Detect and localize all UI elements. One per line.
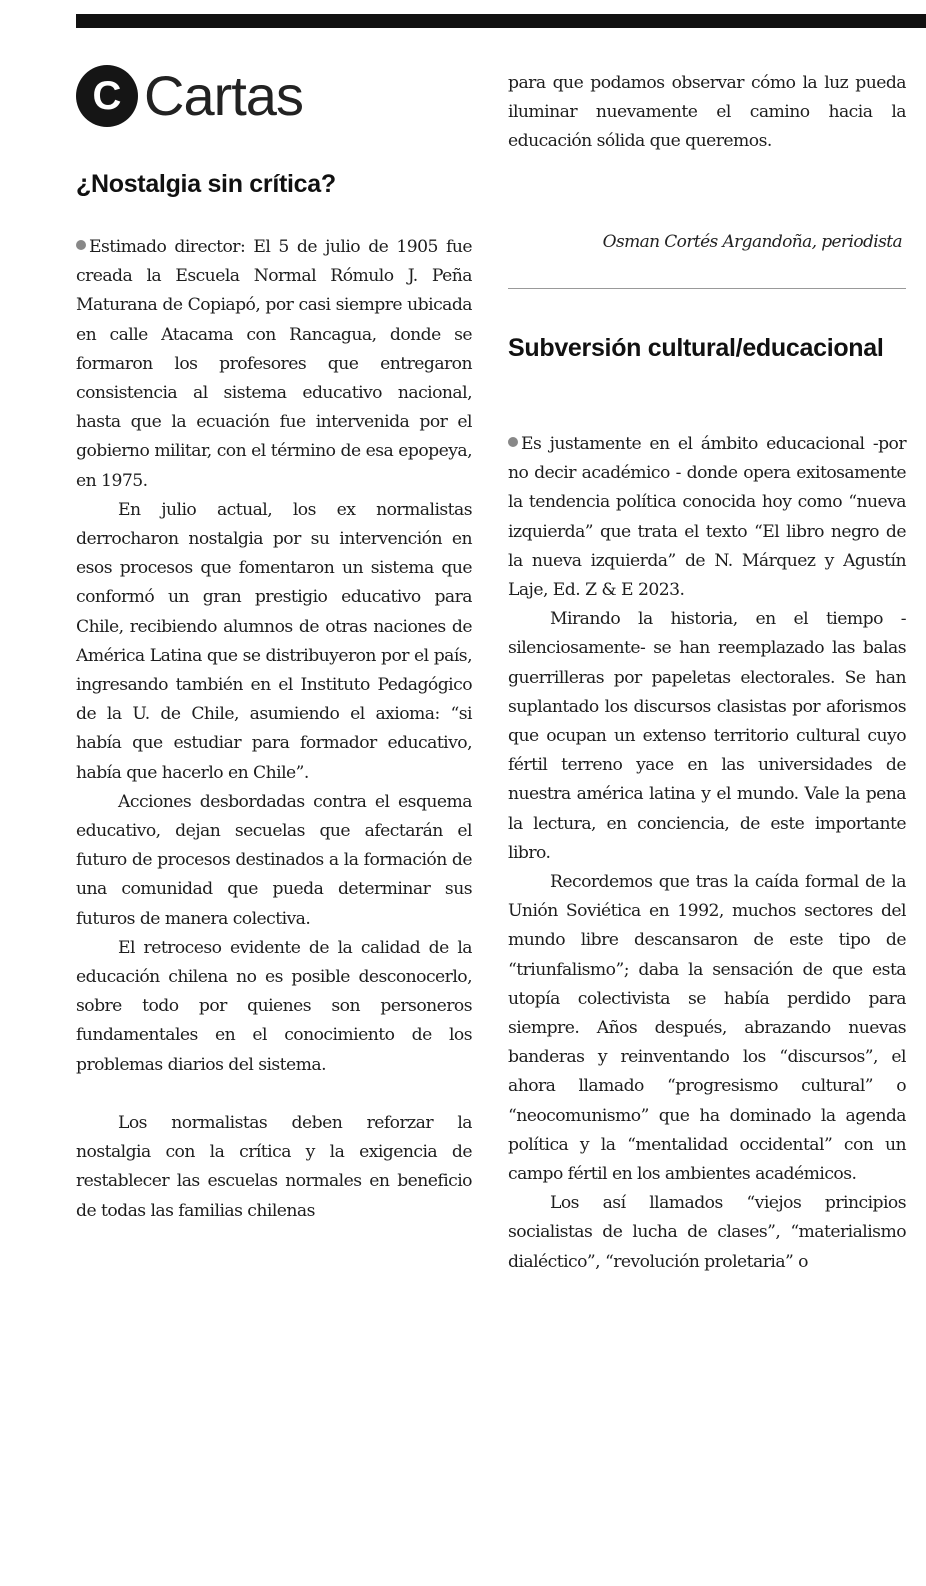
letter-1-signature: Osman Cortés Argandoña, periodista — [602, 232, 902, 252]
letter-1-paragraph: Estimado director: El 5 de julio de 1905 fue creada la Escuela Normal Rómulo J. Peña Maturana de Copiapó, por casi siempre ubicada en calle Atacama con Rancagua, donde se formaron los profesores que entregaron consistencia al sistema educativo nacional, hasta que la ecuación fue intervenida por el gobierno militar, con el término de esa epopeya, en 1975. — [76, 237, 472, 491]
letter-2-paragraph: Recordemos que tras la caída formal de la Unión Soviética en 1992, muchos sectores del mundo libre descansaron de este tipo de “triunfalismo”; daba la sensación de que esta utopía colectivista se había perdido para siempre. Años después, abrazando nuevas banderas y reinventando los “discursos”, el ahora llamado “progresismo cultural” o “neocomunismo” que ha dominado la agenda política y la “mentalidad occidental” con un campo fértil en los ambientes académicos. — [508, 872, 906, 1185]
top-rule — [76, 14, 926, 28]
letter-divider — [508, 288, 906, 289]
letter-1-headline: ¿Nostalgia sin crítica? — [76, 170, 336, 198]
letter-2-paragraph: Mirando la historia, en el tiempo -silenciosamente- se han reemplazado las balas guerrilleras por papeletas electorales. Se han suplantado los discursos clasistas por aforismos que ocupan un extenso territorio cultural cuyo fértil terreno yace en las universidades de nuestra américa latina y el mundo. Vale la pena la lectura, en conciencia, de este importante libro. — [508, 609, 906, 863]
letter-2-paragraph: Los así llamados “viejos principios socialistas de lucha de clases”, “materialismo dialéctico”, “revolución proletaria” o — [508, 1193, 906, 1272]
letter-1-paragraph: El retroceso evidente de la calidad de la educación chilena no es posible desconocerlo, sobre todo por quienes son personeros fundamentales en el conocimiento de los problemas diarios del sistema. — [76, 937, 472, 1075]
letter-2-body — [508, 430, 906, 1277]
bullet-icon — [76, 240, 86, 250]
letter-1-continued — [508, 69, 906, 157]
section-title: Cartas — [144, 64, 303, 127]
letter-2-headline: Subversión cultural/educacional — [508, 334, 884, 362]
section-badge: C — [76, 65, 138, 127]
letter-1-paragraph: Los normalistas deben reforzar la nostalgia con la crítica y la exigencia de restablecer las escuelas normales en beneficio de todas las familias chilenas — [76, 1112, 472, 1221]
letter-1-paragraph: Acciones desbordadas contra el esquema educativo, dejan secuelas que afectarán el futuro de procesos destinados a la formación de una comunidad que pueda determinar sus futuros de manera colectiva. — [76, 791, 472, 929]
section-header — [76, 60, 303, 132]
letter-2-paragraph: Es justamente en el ámbito educacional -por no decir académico - donde opera exitosamente la tendencia política conocida hoy como “nueva izquierda” que trata el texto “El libro negro de la nueva izquierda” de N. Márquez y Agustín Laje, Ed. Z & E 2023. — [508, 434, 906, 601]
bullet-icon — [508, 437, 518, 447]
letter-1-body — [76, 233, 472, 1226]
letter-1-paragraph: para que podamos observar cómo la luz pueda iluminar nuevamente el camino hacia la educación sólida que queremos. — [508, 73, 906, 152]
letter-1-paragraph: En julio actual, los ex normalistas derrocharon nostalgia por su intervención en esos procesos que fomentaron un sistema que conformó un gran prestigio educativo para Chile, recibiendo alumnos de otras naciones de América Latina que se distribuyeron por el país, ingresando también en el Instituto Pedagógico de la U. de Chile, asumiendo el axioma: “si había que estudiar para formador educativo, había que hacerlo en Chile”. — [76, 499, 472, 783]
